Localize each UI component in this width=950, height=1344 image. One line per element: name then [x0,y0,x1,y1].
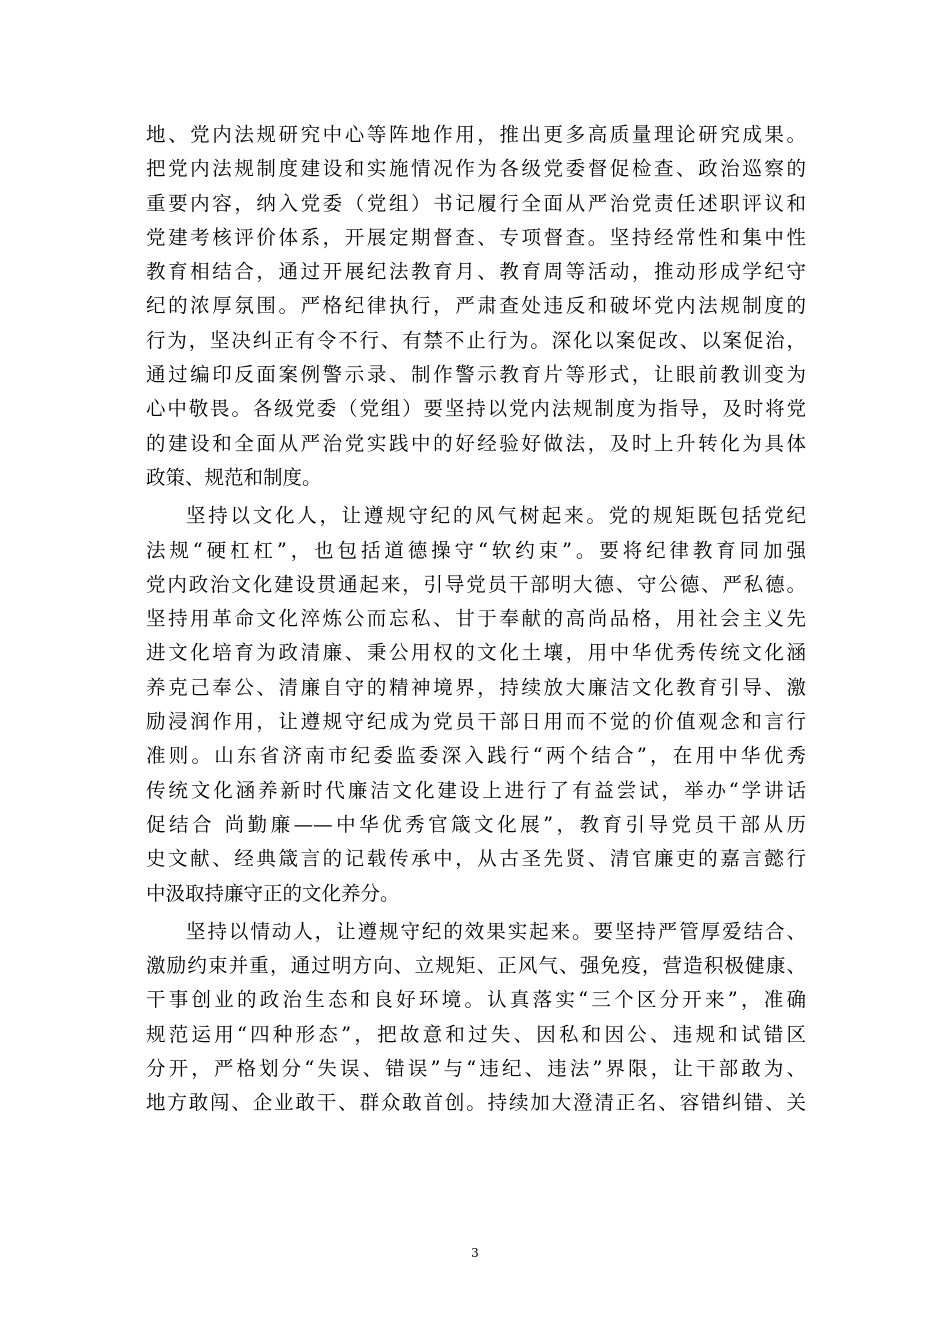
text-line: 促结合 尚勤廉——中华优秀官箴文化展”，教育引导党员干部从历 [146,812,806,836]
text-line: 政策、规范和制度。 [146,465,322,489]
text-line: 把党内法规制度建设和实施情况作为各级党委督促检查、政治巡察的 [146,157,806,181]
text-line: 行为，坚决纠正有令不行、有禁不止行为。深化以案促改、以案促治， [146,328,806,352]
text-line: 坚持以情动人，让遵规守纪的效果实起来。要坚持严管厚爱结合、 [186,919,806,943]
text-line: 激励约束并重，通过明方向、立规矩、正风气、强免疫，营造积极健康、 [146,954,806,978]
text-line: 干事创业的政治生态和良好环境。认真落实“三个区分开来”，准确 [146,988,806,1012]
text-line: 进文化培育为政清廉、秉公用权的文化土壤，用中华优秀传统文化涵 [146,641,806,665]
text-line: 重要内容，纳入党委（党组）书记履行全面从严治党责任述职评议和 [146,191,806,215]
text-line: 心中敬畏。各级党委（党组）要坚持以党内法规制度为指导，及时将党 [146,397,806,421]
text-line: 党内政治文化建设贯通起来，引导党员干部明大德、守公德、严私德。 [146,572,806,596]
text-line: 励浸润作用，让遵规守纪成为党员干部日用而不觉的价值观念和言行 [146,710,806,734]
body-text [146,118,806,1121]
page-number: 3 [471,1246,479,1260]
text-line: 法规“硬杠杠”，也包括道德操守“软约束”。要将纪律教育同加强 [146,538,806,562]
text-line: 史文献、经典箴言的记载传承中，从古圣先贤、清官廉吏的嘉言懿行 [146,847,806,871]
text-line: 通过编印反面案例警示录、制作警示教育片等形式，让眼前教训变为 [146,363,806,387]
text-line: 坚持用革命文化淬炼公而忘私、甘于奉献的高尚品格，用社会主义先 [146,607,806,631]
text-line: 党建考核评价体系，开展定期督查、专项督查。坚持经常性和集中性 [146,225,806,249]
text-line: 坚持以文化人，让遵规守纪的风气树起来。党的规矩既包括党纪 [186,504,806,528]
text-line: 教育相结合，通过开展纪法教育月、教育周等活动，推动形成学纪守 [146,260,806,284]
text-line: 纪的浓厚氛围。严格纪律执行，严肃查处违反和破坏党内法规制度的 [146,294,806,318]
text-line: 养克己奉公、清廉自守的精神境界，持续放大廉洁文化教育引导、激 [146,675,806,699]
text-line: 准则。山东省济南市纪委监委深入践行“两个结合”，在用中华优秀 [146,744,806,768]
text-line: 规范运用“四种形态”，把故意和过失、因私和因公、违规和试错区 [146,1022,806,1046]
paragraph-1 [146,118,806,495]
paragraph-2 [146,499,806,911]
text-line: 传统文化涵养新时代廉洁文化建设上进行了有益尝试，举办“学讲话 [146,778,806,802]
paragraph-3 [146,915,806,1121]
text-line: 中汲取持廉守正的文化养分。 [146,881,400,905]
text-line: 地方敢闯、企业敢干、群众敢首创。持续加大澄清正名、容错纠错、关 [146,1091,806,1115]
text-line: 的建设和全面从严治党实践中的好经验好做法，及时上升转化为具体 [146,431,806,455]
text-line: 分开，严格划分“失误、错误”与“违纪、违法”界限，让干部敢为、 [146,1057,806,1081]
text-line: 地、党内法规研究中心等阵地作用，推出更多高质量理论研究成果。 [146,123,806,146]
